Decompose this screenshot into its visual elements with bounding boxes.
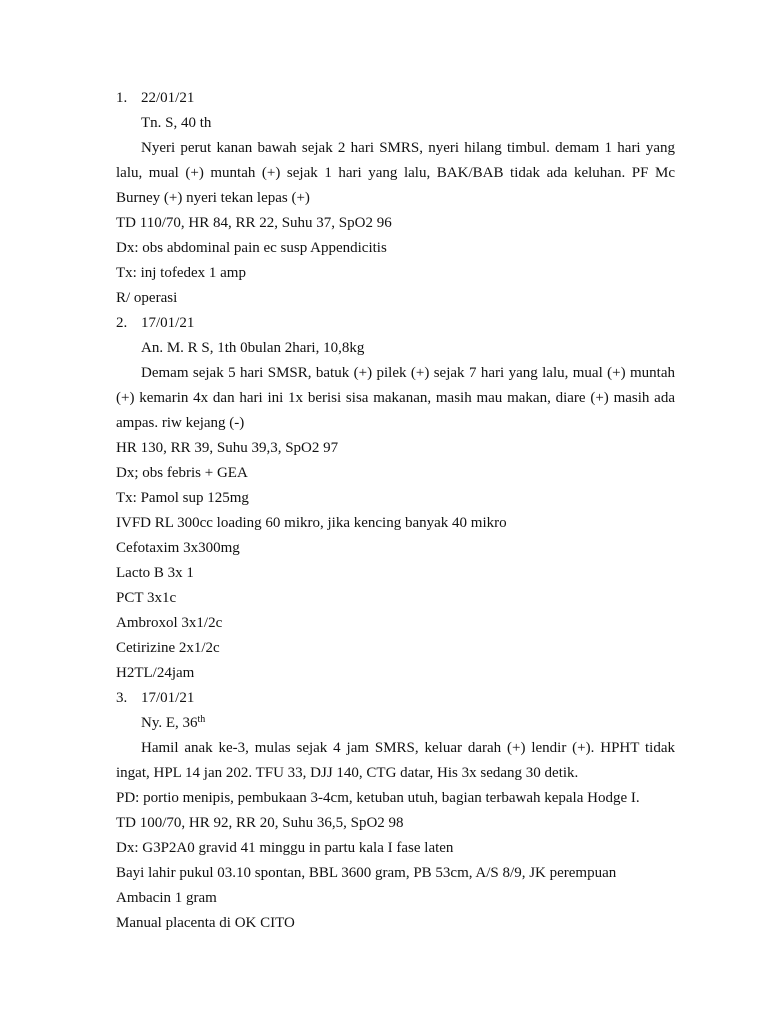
entry-number: 3. <box>116 690 128 706</box>
procedure-note: Manual placenta di OK CITO <box>116 915 295 931</box>
vital-signs: TD 100/70, HR 92, RR 20, Suhu 36,5, SpO2 98 <box>116 815 404 831</box>
treatment-item: PCT 3x1c <box>116 590 177 606</box>
treatment: Tx: inj tofedex 1 amp <box>116 265 246 281</box>
patient-identity: Tn. S, 40 th <box>141 115 212 131</box>
treatment-item: Ambacin 1 gram <box>116 890 217 906</box>
plan: R/ operasi <box>116 290 178 306</box>
vital-signs: TD 110/70, HR 84, RR 22, Suhu 37, SpO2 96 <box>116 215 392 231</box>
treatment: Tx: Pamol sup 125mg <box>116 490 249 506</box>
entry-date: 17/01/21 <box>141 690 195 706</box>
treatment-item: Cefotaxim 3x300mg <box>116 540 240 556</box>
case-entry-1 <box>116 86 675 311</box>
lab-plan: H2TL/24jam <box>116 665 195 681</box>
entry-heading <box>116 686 675 711</box>
entry-date: 22/01/21 <box>141 90 195 106</box>
history-paragraph: Hamil anak ke-3, mulas sejak 4 jam SMRS, keluar darah (+) lendir (+). HPHT tidak ingat, HPL 14 jan 202. TFU 33, DJJ 140, CTG datar, His 3x sedang 30 detik. <box>116 740 675 781</box>
age-suffix: th <box>197 714 206 725</box>
patient-identity: An. M. R S, 1th 0bulan 2hari, 10,8kg <box>141 340 365 356</box>
treatment-item: Lacto B 3x 1 <box>116 565 194 581</box>
treatment-item: Cetirizine 2x1/2c <box>116 640 220 656</box>
patient-identity <box>116 711 675 736</box>
case-entry-2 <box>116 311 675 686</box>
entry-number: 1. <box>116 90 128 106</box>
case-entry-3 <box>116 686 675 936</box>
delivery-note: Bayi lahir pukul 03.10 spontan, BBL 3600 gram, PB 53cm, A/S 8/9, JK perempuan <box>116 865 617 881</box>
diagnosis: Dx; obs febris + GEA <box>116 465 248 481</box>
entry-number: 2. <box>116 315 128 331</box>
patient-name-age: Ny. E, 36 <box>141 715 198 731</box>
treatment-item: Ambroxol 3x1/2c <box>116 615 223 631</box>
diagnosis: Dx: obs abdominal pain ec susp Appendicitis <box>116 240 387 256</box>
entry-date: 17/01/21 <box>141 315 195 331</box>
history-paragraph: Nyeri perut kanan bawah sejak 2 hari SMRS, nyeri hilang timbul. demam 1 hari yang lalu, mual (+) muntah (+) sejak 1 hari yang lalu, BAK/BAB tidak ada keluhan. PF Mc Burney (+) nyeri tekan lepas (+) <box>116 140 675 206</box>
physical-exam: PD: portio menipis, pembukaan 3-4cm, ketuban utuh, bagian terbawah kepala Hodge I. <box>116 790 640 806</box>
entry-heading <box>116 311 675 336</box>
entry-heading <box>116 86 675 111</box>
document-content <box>116 86 675 936</box>
vital-signs: HR 130, RR 39, Suhu 39,3, SpO2 97 <box>116 440 339 456</box>
diagnosis: Dx: G3P2A0 gravid 41 minggu in partu kala I fase laten <box>116 840 454 856</box>
history-paragraph: Demam sejak 5 hari SMSR, batuk (+) pilek (+) sejak 7 hari yang lalu, mual (+) muntah (+) kemarin 4x dan hari ini 1x berisi sisa makanan, masih mau makan, diare (+) masih ada ampas. riw kejang (-) <box>116 365 675 431</box>
treatment-item: IVFD RL 300cc loading 60 mikro, jika kencing banyak 40 mikro <box>116 515 507 531</box>
